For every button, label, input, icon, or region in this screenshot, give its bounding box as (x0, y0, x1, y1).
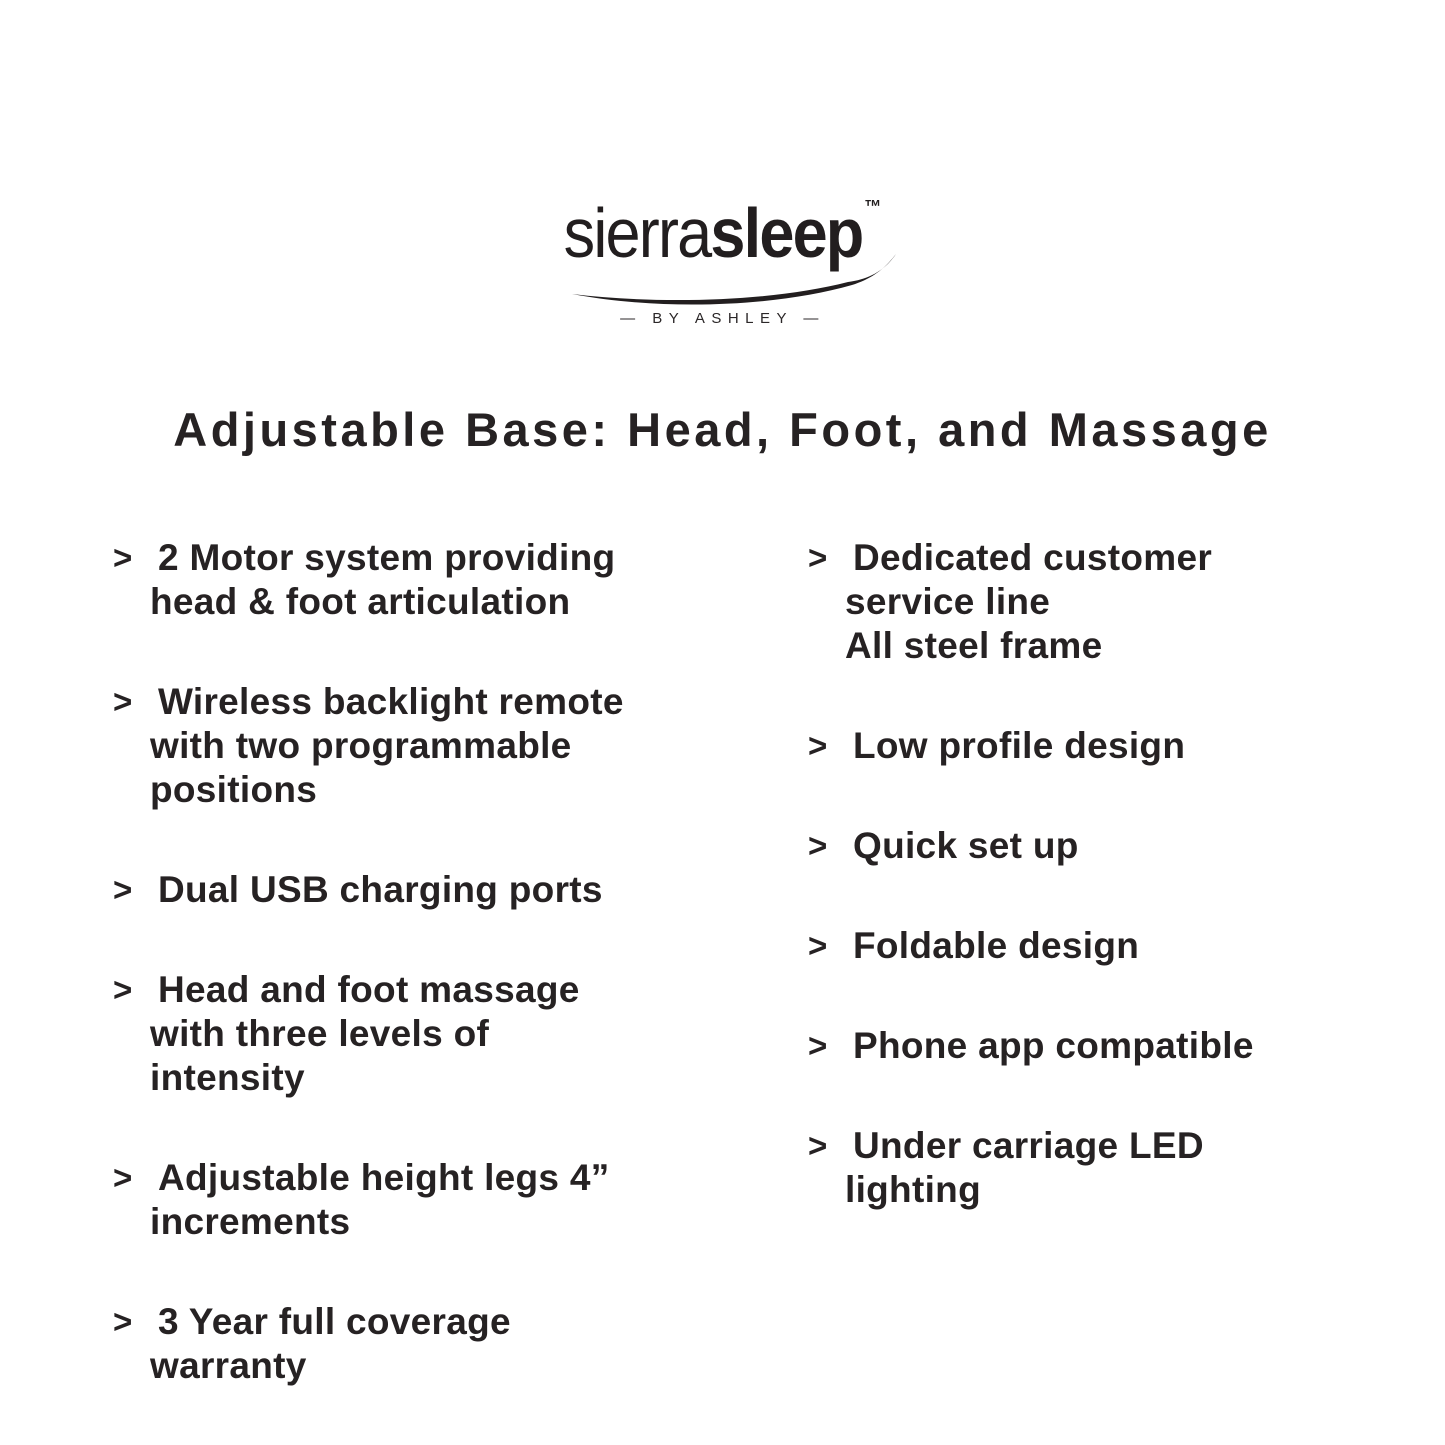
bullet-marker: > (113, 539, 133, 576)
feature-item-led-lighting (808, 1124, 1348, 1212)
feature-item-quick-setup (808, 824, 1348, 868)
bullet-marker: > (808, 1027, 828, 1064)
feature-line: Dual USB charging ports (158, 869, 603, 910)
feature-item-adjustable-legs (113, 1156, 713, 1244)
byline: — BY ASHLEY — (620, 310, 825, 327)
feature-line: with three levels of (150, 1013, 490, 1054)
feature-line: with two programmable (150, 725, 572, 766)
feature-line: 3 Year full coverage (158, 1301, 511, 1342)
feature-line: head & foot articulation (150, 581, 571, 622)
feature-line: Head and foot massage (158, 969, 580, 1010)
bullet-marker: > (808, 927, 828, 964)
feature-line: Quick set up (853, 825, 1079, 866)
feature-line: Foldable design (853, 925, 1140, 966)
feature-line: increments (150, 1201, 351, 1242)
feature-item-customer-service (808, 536, 1348, 668)
feature-item-wireless-remote (113, 680, 713, 812)
feature-line: warranty (150, 1345, 307, 1386)
features-right-column (808, 536, 1348, 1268)
feature-item-low-profile (808, 724, 1348, 768)
feature-line: Phone app compatible (853, 1025, 1254, 1066)
bullet-marker: > (808, 727, 828, 764)
feature-item-foldable (808, 924, 1348, 968)
feature-line: intensity (150, 1057, 305, 1098)
trademark-symbol: ™ (864, 197, 882, 218)
feature-line: 2 Motor system providing (158, 537, 616, 578)
feature-item-usb-ports (113, 868, 713, 912)
bullet-marker: > (113, 1159, 133, 1196)
brand-logo (0, 194, 1445, 327)
feature-line: service line (845, 581, 1051, 622)
feature-item-phone-app (808, 1024, 1348, 1068)
feature-line: lighting (845, 1169, 981, 1210)
bullet-marker: > (808, 827, 828, 864)
feature-item-massage (113, 968, 713, 1100)
feature-line: Low profile design (853, 725, 1186, 766)
page-title: Adjustable Base: Head, Foot, and Massage (173, 403, 1272, 456)
feature-line: Under carriage LED (853, 1125, 1204, 1166)
bullet-marker: > (113, 871, 133, 908)
feature-line: Wireless backlight remote (158, 681, 624, 722)
logo-swoosh-icon (570, 254, 900, 306)
features-left-column (113, 536, 713, 1444)
feature-line: Dedicated customer (853, 537, 1213, 578)
bullet-marker: > (113, 971, 133, 1008)
logo-sleep-text: sleep (710, 194, 863, 272)
feature-item-warranty (113, 1300, 713, 1388)
logo-sierra-text: sierra (563, 194, 711, 272)
bullet-marker: > (808, 1127, 828, 1164)
bullet-marker: > (113, 1303, 133, 1340)
feature-line: Adjustable height legs 4” (158, 1157, 610, 1198)
feature-line: positions (150, 769, 318, 810)
bullet-marker: > (113, 683, 133, 720)
feature-item-motor-system (113, 536, 713, 624)
bullet-marker: > (808, 539, 828, 576)
feature-line: All steel frame (845, 625, 1103, 666)
